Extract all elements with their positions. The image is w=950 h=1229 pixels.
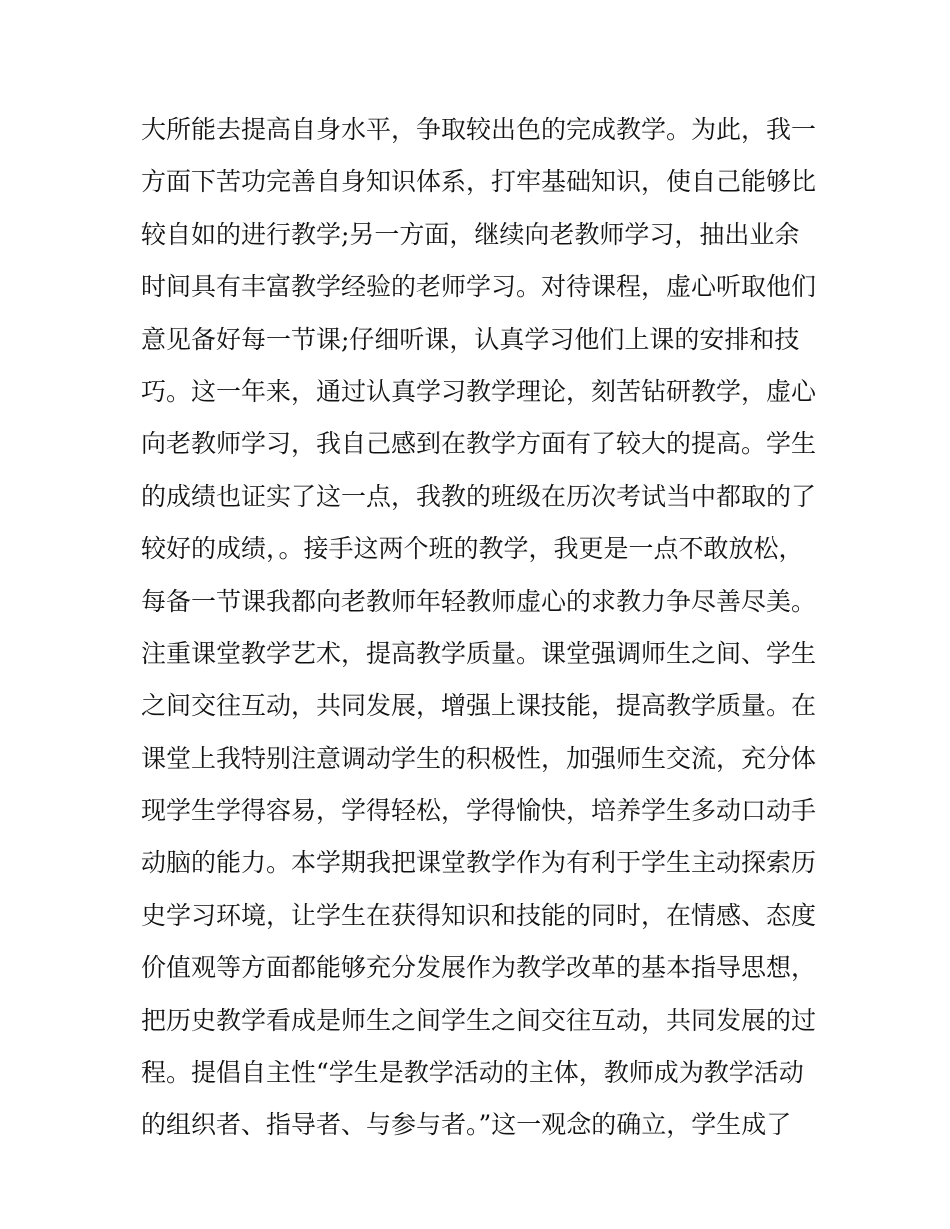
text-line: 程。提倡自主性“学生是教学活动的主体，教师成为教学活动 bbox=[141, 1058, 804, 1088]
text-line: 课堂上我特别注意调动学生的积极性，加强师生交流，充分体 bbox=[141, 743, 817, 773]
text-line: 价值观等方面都能够充分发展作为教学改革的基本指导思想， bbox=[141, 953, 817, 983]
text-line: 方面下苦功完善自身知识体系，打牢基础知识，使自己能够比 bbox=[141, 167, 817, 197]
text-line: 每备一节课我都向老教师年轻教师虚心的求教力争尽善尽美。 bbox=[141, 586, 817, 616]
text-line: 史学习环境，让学生在获得知识和技能的同时，在情感、态度 bbox=[141, 900, 817, 930]
text-line: 动脑的能力。本学期我把课堂教学作为有利于学生主动探索历 bbox=[141, 848, 817, 878]
text-line: 注重课堂教学艺术，提高教学质量。课堂强调师生之间、学生 bbox=[141, 638, 817, 668]
text-line: 之间交往互动，共同发展，增强上课技能，提高教学质量。在 bbox=[141, 691, 817, 721]
text-line: 意见备好每一节课;仔细听课，认真学习他们上课的安排和技 bbox=[141, 324, 800, 354]
text-line: 的组织者、指导者、与参与者。”这一观念的确立，学生成了 bbox=[141, 1110, 792, 1140]
text-line: 把历史教学看成是师生之间学生之间交往互动，共同发展的过 bbox=[141, 1005, 817, 1035]
text-line: 向老教师学习，我自己感到在教学方面有了较大的提高。学生 bbox=[141, 429, 817, 459]
text-line: 较好的成绩，。接手这两个班的教学，我更是一点不敢放松， bbox=[141, 534, 804, 564]
text-line: 时间具有丰富教学经验的老师学习。对待课程，虚心听取他们 bbox=[141, 272, 817, 302]
text-line: 大所能去提高自身水平，争取较出色的完成教学。为此，我一 bbox=[141, 115, 817, 144]
text-line: 现学生学得容易，学得轻松，学得愉快，培养学生多动口动手 bbox=[141, 796, 817, 826]
text-line: 较自如的进行教学;另一方面，继续向老教师学习，抽出业余 bbox=[141, 219, 800, 249]
text-line: 巧。这一年来，通过认真学习教学理论，刻苦钻研教学，虚心 bbox=[141, 376, 817, 406]
text-line: 的成绩也证实了这一点，我教的班级在历次考试当中都取的了 bbox=[141, 481, 817, 511]
body-text bbox=[141, 104, 821, 1152]
